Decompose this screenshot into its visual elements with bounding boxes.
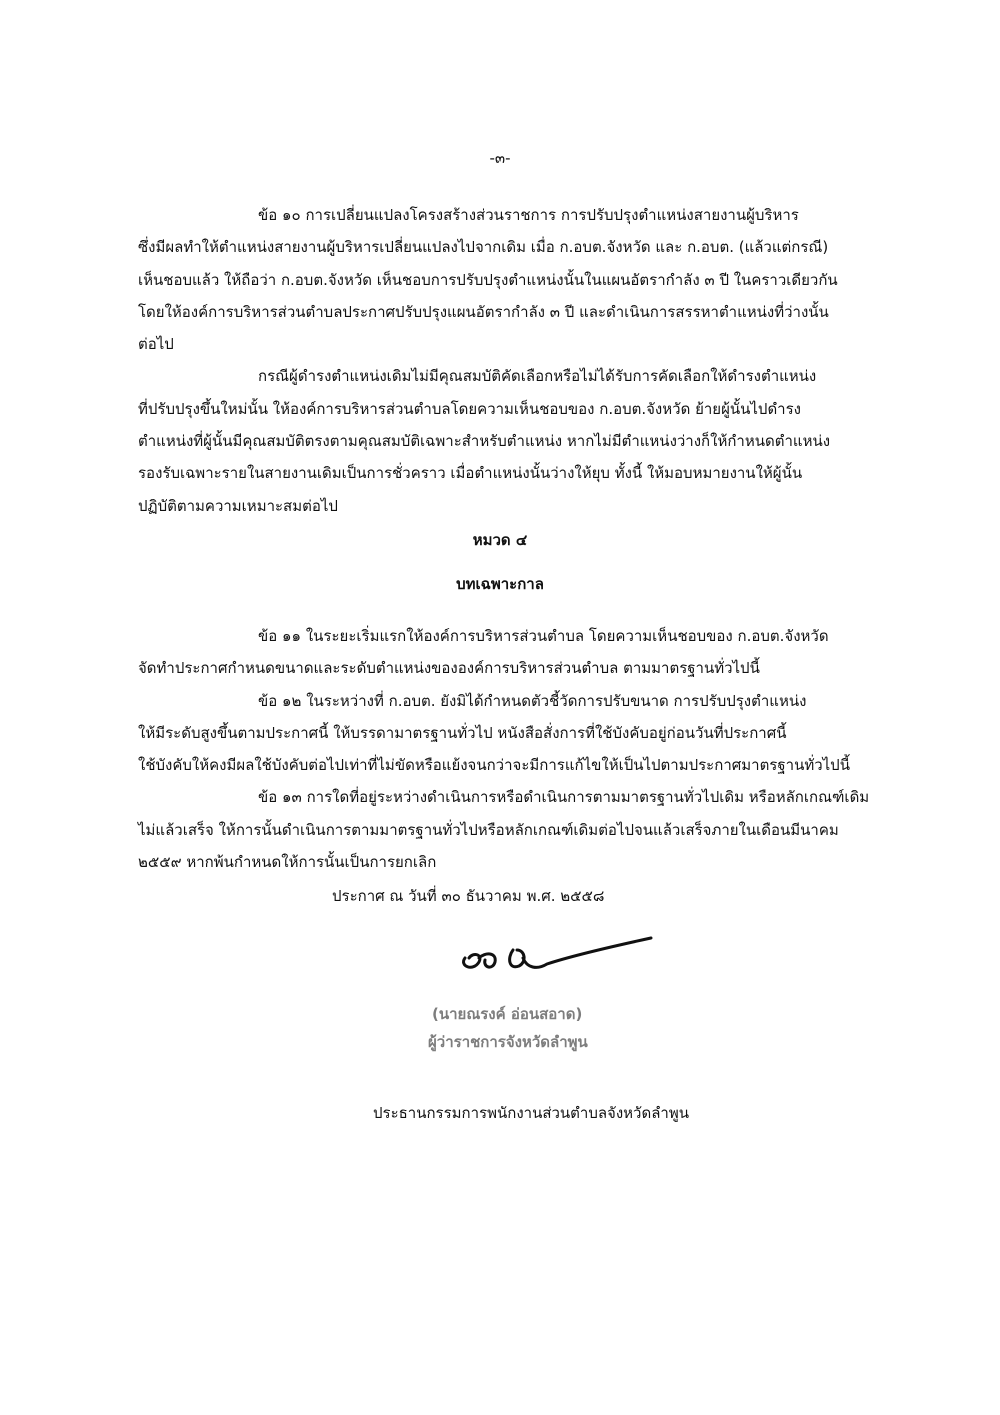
text-line: เห็นชอบแล้ว ให้ถือว่า ก.อบต.จังหวัด เห็นชอบการปรับปรุงตำแหน่งนั้นในแผนอัตรากำลัง ๓ ปี ในคราวเดียวกัน	[138, 270, 838, 289]
text-line: ที่ปรับปรุงขึ้นใหม่นั้น ให้องค์การบริหารส่วนตำบลโดยความเห็นชอบของ ก.อบต.จังหวัด ย้ายผู้นั้นไปดำรง	[138, 399, 801, 418]
stamp-name: (นายณรงค์ อ่อนสอาด)	[432, 1005, 583, 1023]
chapter-subheading: บทเฉพาะกาล	[456, 575, 544, 593]
chapter-heading: หมวด ๔	[472, 531, 528, 549]
text-line: ตำแหน่งที่ผู้นั้นมีคุณสมบัติตรงตามคุณสมบัติเฉพาะสำหรับตำแหน่ง หากไม่มีตำแหน่งว่างก็ให้กำหนดตำแหน่ง	[138, 432, 831, 451]
text-line: ๒๕๕๙ หากพ้นกำหนดให้การนั้นเป็นการยกเลิก	[138, 853, 437, 872]
text-line: รองรับเฉพาะรายในสายงานเดิมเป็นการชั่วคราว เมื่อตำแหน่งนั้นว่างให้ยุบ ทั้งนี้ ให้มอบหมายงานให้ผู้นั้น	[138, 464, 803, 483]
dateline: ประกาศ ณ วันที่ ๓๐ ธันวาคม พ.ศ. ๒๕๕๘	[332, 887, 605, 905]
text-line: ซึ่งมีผลทำให้ตำแหน่งสายงานผู้บริหารเปลี่ยนแปลงไปจากเดิม เมื่อ ก.อบต.จังหวัด และ ก.อบต. (แล้วแต่กรณี)	[138, 238, 829, 257]
text-line: ใช้บังคับให้คงมีผลใช้บังคับต่อไปเท่าที่ไม่ขัดหรือแย้งจนกว่าจะมีการแก้ไขให้เป็นไปตามประกาศมาตรฐานทั่วไปนี้	[138, 756, 850, 775]
text-line: ข้อ ๑๑ ในระยะเริ่มแรกให้องค์การบริหารส่วนตำบล โดยความเห็นชอบของ ก.อบต.จังหวัด	[258, 627, 829, 645]
text-line: โดยให้องค์การบริหารส่วนตำบลประกาศปรับปรุงแผนอัตรากำลัง ๓ ปี และดำเนินการสรรหาตำแหน่งที่ว่างนั้น	[138, 302, 829, 321]
signer-title: ประธานกรรมการพนักงานส่วนตำบลจังหวัดลำพูน	[373, 1104, 689, 1122]
text-line: กรณีผู้ดำรงตำแหน่งเดิมไม่มีคุณสมบัติคัดเลือกหรือไม่ได้รับการคัดเลือกให้ดำรงตำแหน่ง	[258, 367, 817, 386]
text-line: ข้อ ๑๐ การเปลี่ยนแปลงโครงสร้างส่วนราชการ การปรับปรุงตำแหน่งสายงานผู้บริหาร	[258, 206, 799, 224]
text-line: ต่อไป	[138, 335, 174, 354]
text-line: ข้อ ๑๓ การใดที่อยู่ระหว่างดำเนินการหรือดำเนินการตามมาตรฐานทั่วไปเดิม หรือหลักเกณฑ์เดิม	[258, 788, 870, 807]
text-line: ปฏิบัติตามความเหมาะสมต่อไป	[138, 496, 338, 515]
text-line: ให้มีระดับสูงขึ้นตามประกาศนี้ ให้บรรดามาตรฐานทั่วไป หนังสือสั่งการที่ใช้บังคับอยู่ก่อนวันที่ประกาศนี้	[138, 723, 787, 742]
section-transitional-clauses	[138, 620, 870, 878]
section-clause-10	[138, 199, 862, 522]
handwritten-signature	[455, 928, 665, 978]
text-line: ไม่แล้วเสร็จ ให้การนั้นดำเนินการตามมาตรฐานทั่วไปหรือหลักเกณฑ์เดิมต่อไปจนแล้วเสร็จภายในเดือนมีนาคม	[138, 820, 839, 839]
text-line: จัดทำประกาศกำหนดขนาดและระดับตำแหน่งขององค์การบริหารส่วนตำบล ตามมาตรฐานทั่วไปนี้	[138, 659, 760, 678]
stamp-position: ผู้ว่าราชการจังหวัดลำพูน	[428, 1033, 588, 1051]
page-number: -๓-	[489, 149, 511, 167]
text-line: ข้อ ๑๒ ในระหว่างที่ ก.อบต. ยังมิได้กำหนดตัวชี้วัดการปรับขนาด การปรับปรุงตำแหน่ง	[258, 691, 807, 710]
